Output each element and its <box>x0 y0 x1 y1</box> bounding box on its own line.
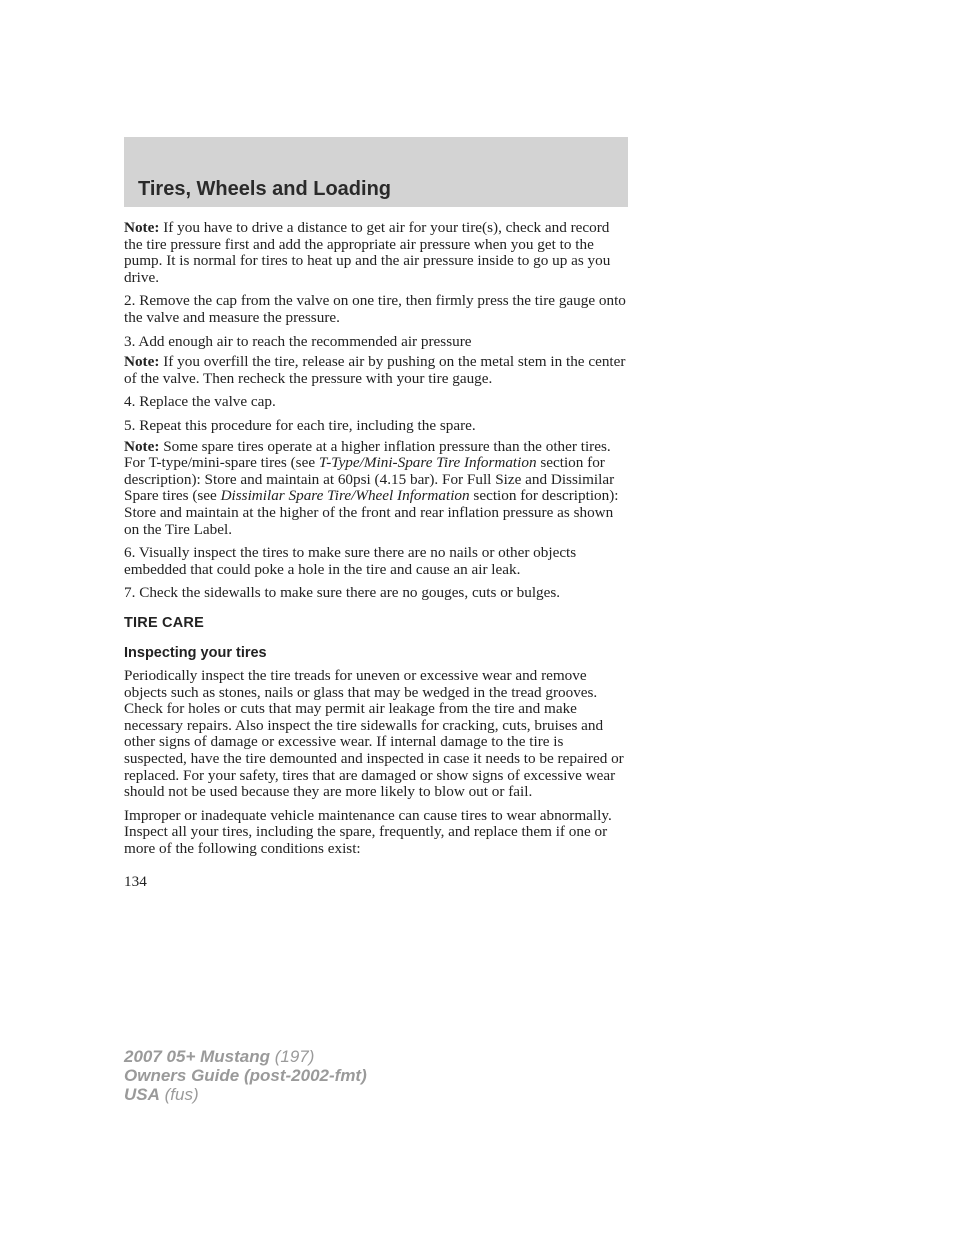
footer-guide: Owners Guide (post-2002-fmt) <box>124 1066 367 1085</box>
body-paragraph: Improper or inadequate vehicle maintenance can cause tires to wear abnormally. Inspect all your tires, including the spare, frequently, and replace them if one or more of the following conditions exist: <box>124 806 612 857</box>
section-heading: TIRE CARE <box>124 614 204 631</box>
note-text: section for description): Store and maintain at the higher of the front and rear inflation pressure as shown on the Tire Label. <box>124 487 619 538</box>
page-number: 134 <box>124 872 147 890</box>
step-paragraph: 3. Add enough air to reach the recommended air pressure <box>124 332 472 350</box>
cross-reference: Dissimilar Spare Tire/Wheel Information <box>220 487 470 505</box>
note-text: If you have to drive a distance to get air for your tire(s), check and record the tire pressure first and add the appropriate air pressure when you get to the pump. It is normal for tires to heat up and the air pressure inside to go up as you drive. <box>124 219 611 286</box>
footer-market-code: (fus) <box>159 1085 199 1104</box>
note-text: If you overfill the tire, release air by pushing on the metal stem in the center of the valve. Then recheck the pressure with your tire gauge. <box>124 353 626 387</box>
note-label: Note: <box>124 219 160 236</box>
footer-code: (197) <box>270 1047 315 1066</box>
step-paragraph: 6. Visually inspect the tires to make sure there are no nails or other objects embedded that could poke a hole in the tire and cause an air leak. <box>124 544 577 578</box>
footer-line <box>124 1085 367 1104</box>
cross-reference: T-Type/Mini-Spare Tire Information <box>318 454 537 472</box>
step-paragraph: 5. Repeat this procedure for each tire, including the spare. <box>124 416 476 434</box>
note-paragraph <box>124 220 626 286</box>
footer-line <box>124 1047 367 1066</box>
page-title: Tires, Wheels and Loading <box>138 178 392 200</box>
footer-model: 2007 05+ Mustang <box>124 1047 270 1066</box>
footer-line <box>124 1066 367 1085</box>
note-text: Some spare tires operate at a higher inflation pressure than the other tires. For T-type/mini-spare tires (see <box>124 437 611 472</box>
step-paragraph: 7. Check the sidewalls to make sure there are no gouges, cuts or bulges. <box>124 584 561 602</box>
body-paragraph: Periodically inspect the tire treads for uneven or excessive wear and remove objects such as stones, nails or glass that may be wedged in the tread grooves. Check for holes or cuts that may permit air leakage from the tire and make necessary repairs. Also inspect the tire sidewalls for cracking, cuts, bruises and other signs of damage or excessive wear. If internal damage to the tire is suspected, have the tire demounted and inspected in case it needs to be repaired or replaced. For your safety, tires that are damaged or show signs of excessive wear should not be used because they are more likely to blow out or fail. <box>124 667 624 801</box>
footer-market: USA <box>124 1085 160 1104</box>
page-content <box>124 220 626 897</box>
note-paragraph <box>124 439 626 539</box>
note-label: Note: <box>124 437 160 455</box>
footer <box>124 1047 367 1104</box>
step-paragraph: 2. Remove the cap from the valve on one tire, then firmly press the tire gauge onto the valve and measure the pressure. <box>124 292 626 326</box>
step-paragraph: 4. Replace the valve cap. <box>124 393 276 411</box>
subsection-heading: Inspecting your tires <box>124 645 267 662</box>
note-paragraph <box>124 354 626 387</box>
note-text: section for description): Store and maintain at 60psi (4.15 bar). For Full Size and Dissimilar Spare tires (see <box>124 454 615 505</box>
header-bar <box>124 137 628 207</box>
note-label: Note: <box>124 353 160 371</box>
